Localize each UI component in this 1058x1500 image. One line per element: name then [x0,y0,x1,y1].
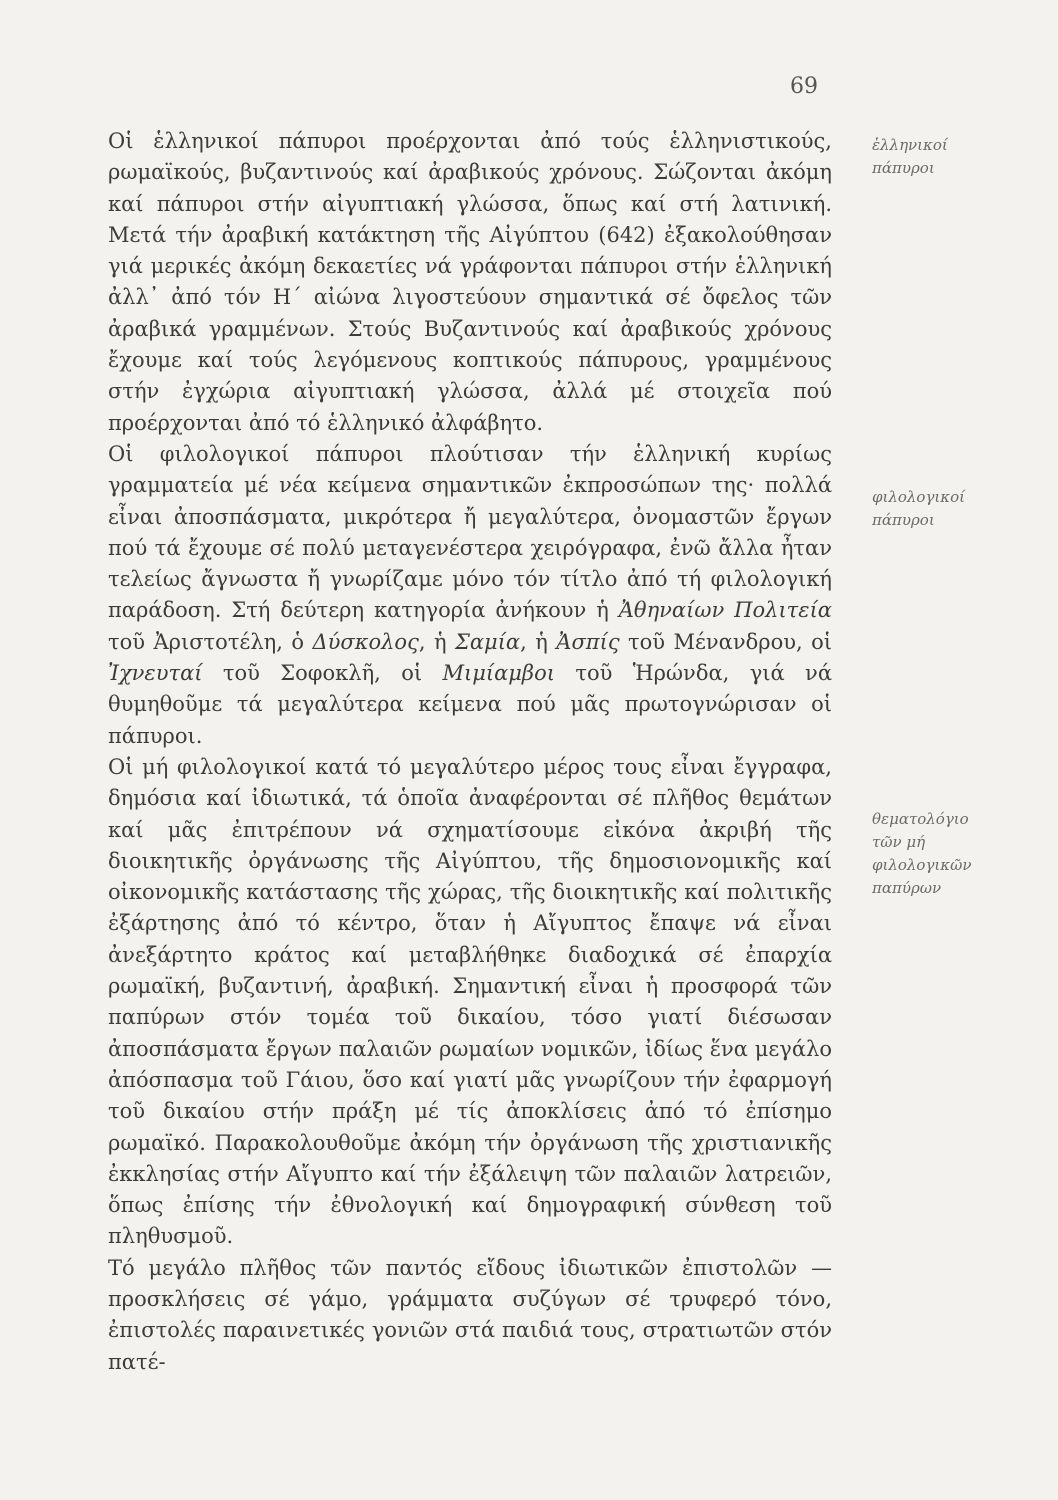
work-title-samia: Σαμία [455,629,521,654]
work-title-ichneutai: Ἰχνευταί [108,661,203,686]
page-number: 69 [790,74,818,99]
work-title-dyskolos: Δύσκολος [312,629,419,654]
paragraph-2-part-6: τοῦ Σοφοκλῆ, οἱ [202,661,443,686]
marginal-line: πάπυροι [872,511,935,529]
paragraph-2-part-4: , ἡ [520,629,557,654]
paragraph-2-part-2: τοῦ Ἀριστοτέλη, ὁ [108,629,313,654]
work-title-mimiamboi: Μιμίαμβοι [442,661,555,686]
paragraph-2-part-7: τοῦ Ἡρώνδα, γιά νά θυμηθοῦμε τά μεγαλύτερα κείμενα πού μᾶς πρωτογνώρισαν οἱ πάπυροι. [108,661,833,748]
marginal-line: φιλολογικοί [872,488,966,506]
paragraph-3: Οἱ μή φιλολογικοί κατά τό μεγαλύτερο μέρος τους εἶναι ἔγγραφα, δημόσια καί ἰδιωτικά, τά ὁποῖα ἀναφέρονται σέ πλῆθος θεμάτων καί μᾶς ἐπιτρέπουν νά σχηματίσουμε εἰκόνα ἀκριβή τῆς διοικητικῆς ὀργάνωσης τῆς Αἰγύπτου, τῆς δημοσιονομικῆς καί οἰκονομικῆς κατάστασης τῆς χώρας, τῆς διοικητικῆς καί πολιτικῆς ἐξάρτησης ἀπό τό κέντρο, ὅταν ἡ Αἴγυπτος ἔπαψε νά εἶναι ἀνεξάρτητο κράτος καί μεταβλήθηκε διαδοχικά σέ ἐπαρχία ρωμαϊκή, βυζαντινή, ἀραβική. Σημαντική εἶναι ἡ προσφορά τῶν παπύρων στόν τομέα τοῦ δικαίου, τόσο γιατί διέσωσαν ἀποσπάσματα ἔργων παλαιῶν ρωμαίων νομικῶν, ἰδίως ἕνα μεγάλο ἀπόσπασμα τοῦ Γάιου, ὅσο καί γιατί μᾶς γνωρίζουν τήν ἐφαρμογή τοῦ δικαίου στήν πράξη μέ τίς ἀποκλίσεις ἀπό τό ἐπίσημο ρωμαϊκό. Παρακολουθοῦμε ἀκόμη τήν ὀργάνωση τῆς χριστιανικῆς ἐκκλησίας στήν Αἴγυπτο καί τήν ἐξάλειψη τῶν παλαιῶν λατρειῶν, ὅπως ἐπίσης τήν ἐθνολογική καί δημογραφική σύνθεση τοῦ πληθυσμοῦ. [108,754,832,1249]
marginal-note-greek-papyri [872,134,1052,180]
paragraph-2 [108,439,832,752]
marginal-note-non-literary-topics [872,808,1052,900]
paragraph-2-part-1: Οἱ φιλολογικοί πάπυροι πλούτισαν τήν ἑλληνική κυρίως γραμματεία μέ νέα κείμενα σημαντικῶν ἐκπροσώπων της· πολλά εἶναι ἀποσπάσματα, μικρότερα ἤ μεγαλύτερα, ὀνομαστῶν ἔργων πού τά ἔχουμε σέ πολύ μεταγενέστερα χειρόγραφα, ἐνῶ ἄλλα ἦταν τελείως ἄγνωστα ἤ γνωρίζαμε μόνο τόν τίτλο ἀπό τή φιλολογική παράδοση. Στή δεύτερη κατηγορία ἀνήκουν ἡ [108,441,832,623]
marginal-line: παπύρων [872,879,942,897]
paragraph-1: Οἱ ἑλληνικοί πάπυροι προέρχονται ἀπό τούς ἑλληνιστικούς, ρωμαϊκούς, βυζαντινούς καί ἀραβικούς χρόνους. Σώζονται ἀκόμη καί πάπυροι στήν αἰγυπτιακή γλώσσα, ὅπως καί στή λατινική. Μετά τήν ἀραβική κατάκτηση τῆς Αἰγύπτου (642) ἐξακολούθησαν γιά μερικές ἀκόμη δεκαετίες νά γράφονται πάπυροι στήν ἑλληνική ἀλλ᾽ ἀπό τόν Η΄ αἰώνα λιγοστεύουν σημαντικά σέ ὄφελος τῶν ἀραβικά γραμμένων. Στούς Βυζαντινούς καί ἀραβικούς χρόνους ἔχουμε καί τούς λεγόμενους κοπτικούς πάπυρους, γραμμένους στήν ἐγχώρια αἰγυπτιακή γλώσσα, ἀλλά μέ στοιχεῖα πού προέρχονται ἀπό τό ἑλληνικό ἀλφάβητο. [108,129,832,435]
paragraph-2-part-3: , ἡ [418,629,456,654]
marginal-line: θεματολόγιο [872,810,969,828]
work-title-athenaion-politeia: Ἀθηναίων Πολιτεία [618,598,832,623]
body-text [108,126,832,1378]
work-title-aspis: Ἀσπίς [556,629,620,654]
paragraph-2-part-5: τοῦ Μένανδρου, οἱ [619,629,833,654]
marginal-line: ἑλληνικοί [872,136,948,154]
marginal-line: τῶν μή [872,833,926,851]
marginal-line: φιλολογικῶν [872,856,972,874]
marginal-note-literary-papyri [872,486,1052,532]
marginal-line: πάπυροι [872,159,935,177]
paragraph-4: Τό μεγάλο πλῆθος τῶν παντός εἴδους ἰδιωτικῶν ἐπιστολῶν — προσκλήσεις σέ γάμο, γράμματα συζύγων σέ τρυφερό τόνο, ἐπιστολές παραινετικές γονιῶν στά παιδιά τους, στρατιωτῶν στόν πατέ- [108,1255,832,1374]
